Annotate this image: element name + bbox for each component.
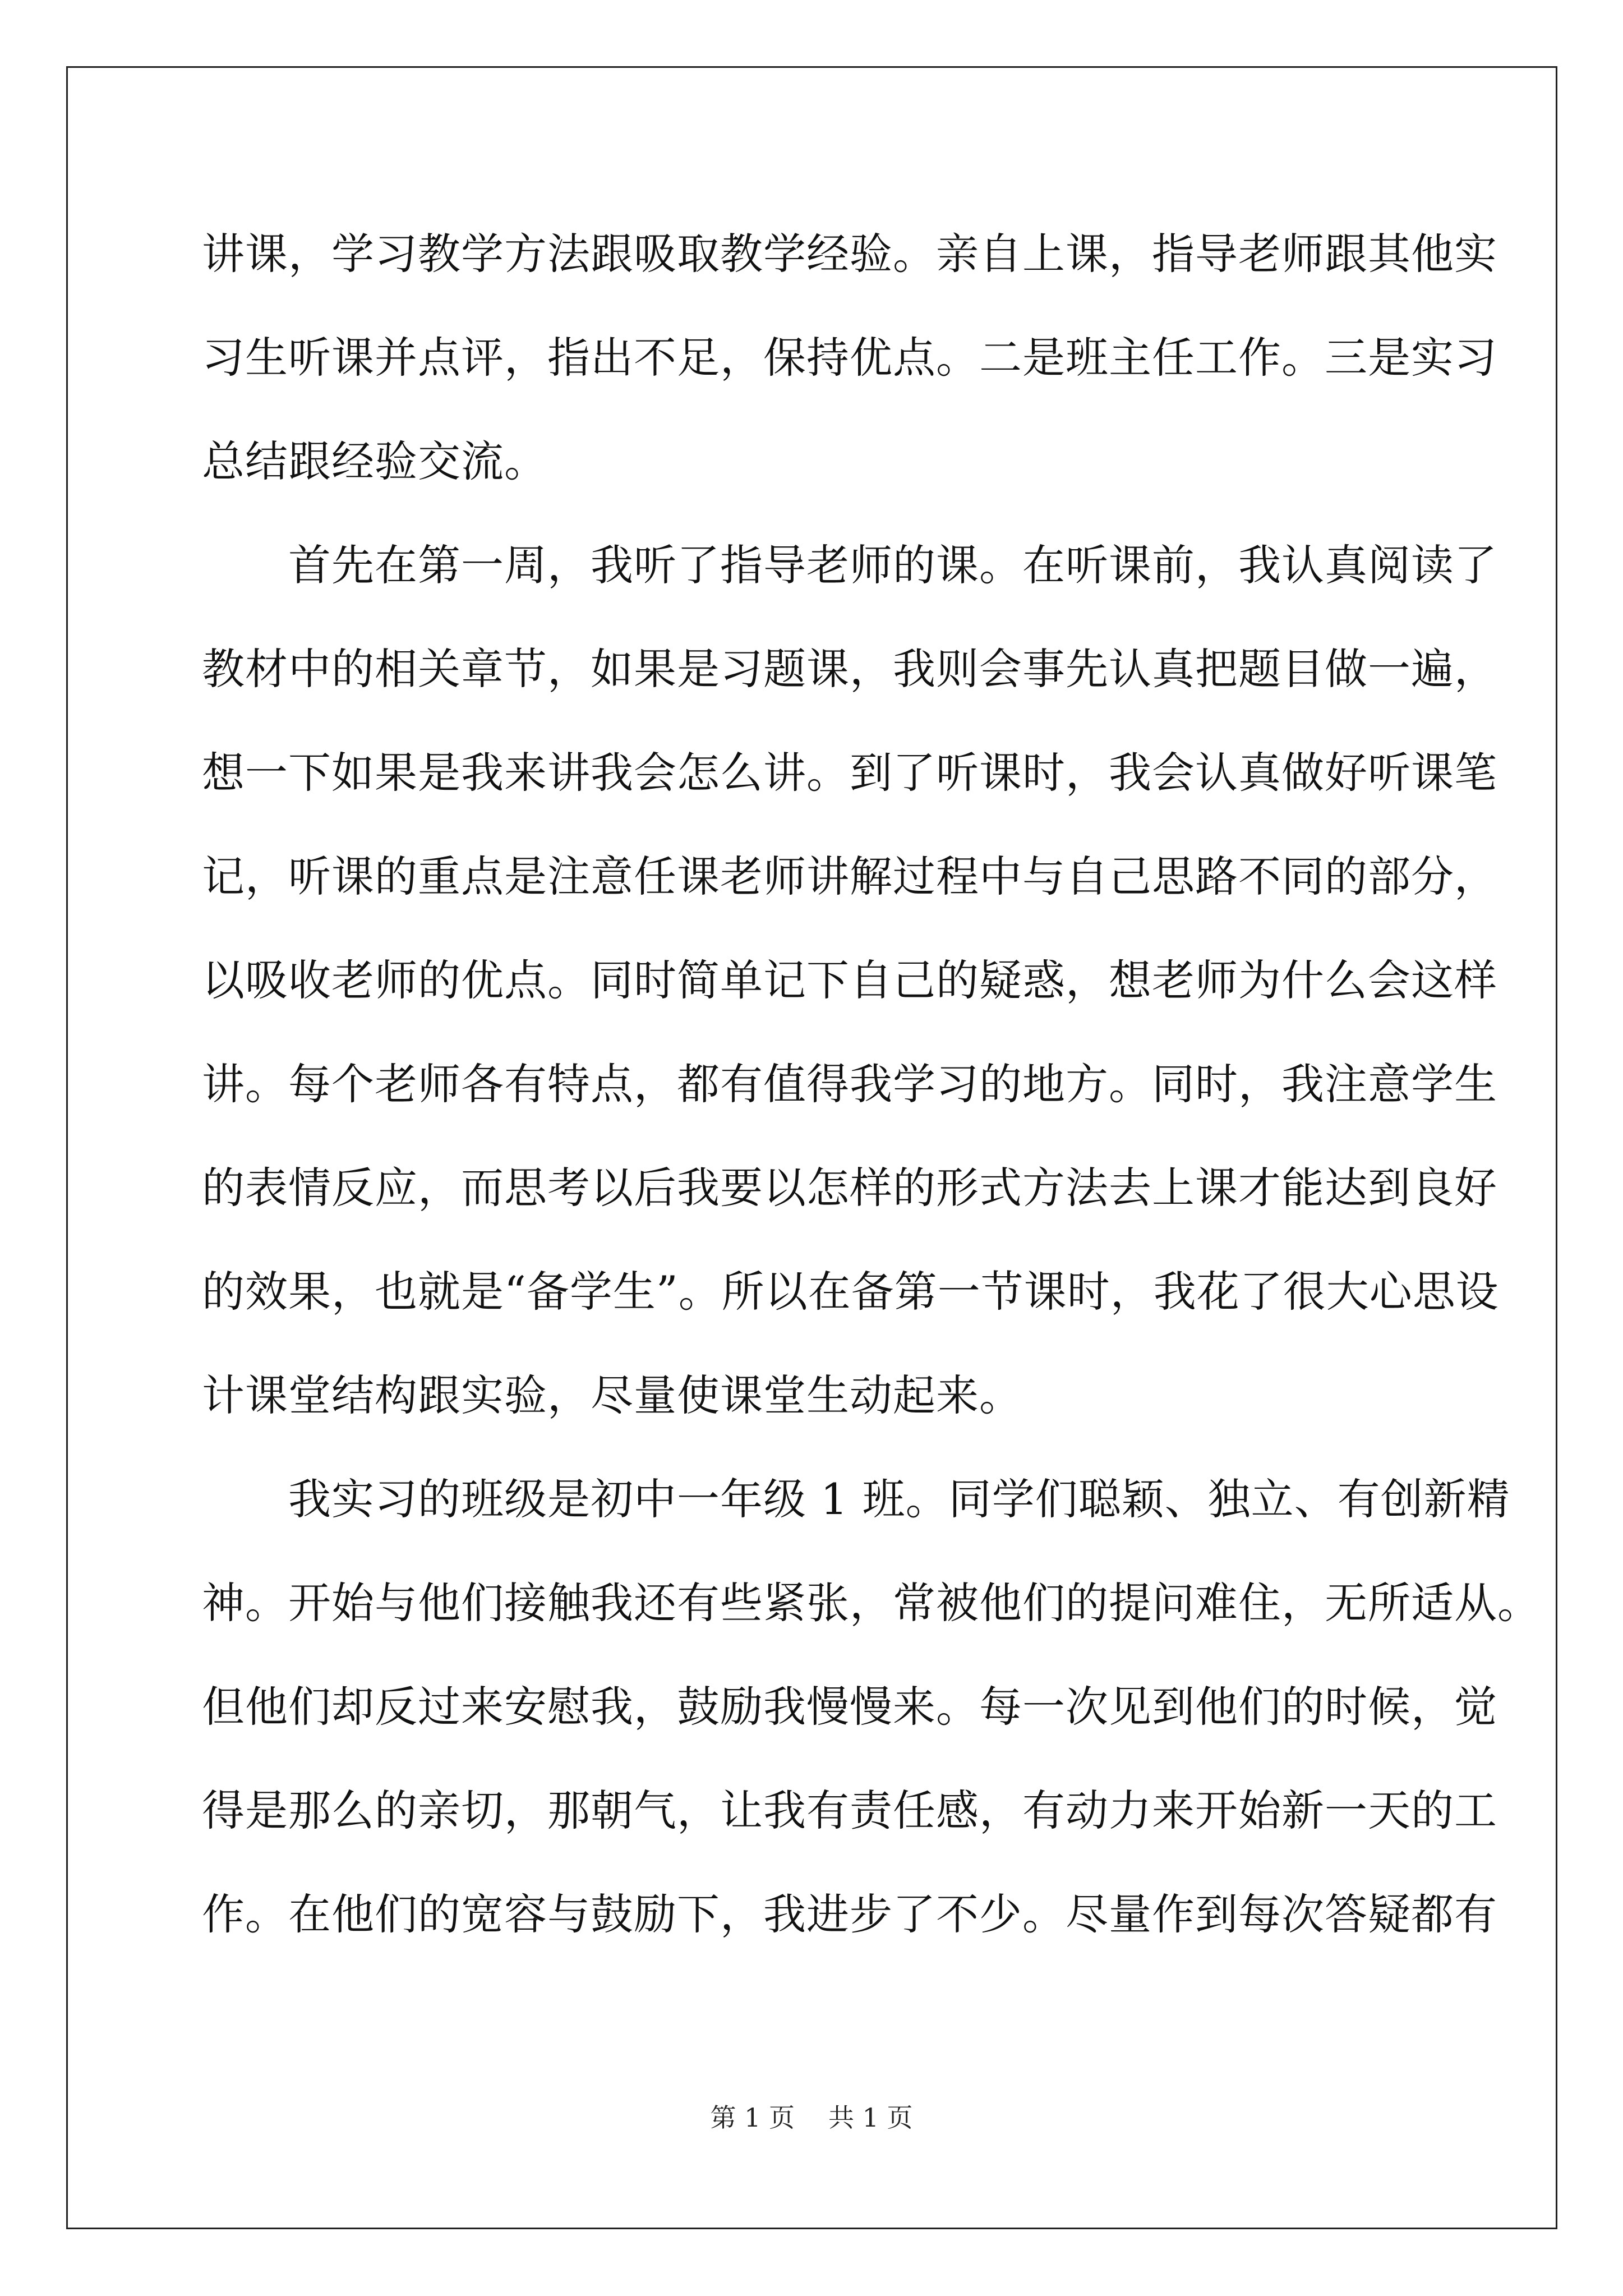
text-line: 我实习的班级是初中一年级 1 班。同学们聪颖、独立、有创新精 — [202, 1474, 1510, 1524]
page-number: 第 1 页 — [710, 2102, 795, 2133]
document-body — [202, 202, 1541, 1966]
text-line: 得是那么的亲切，那朝气，让我有责任感，有动力来开始新一天的工 — [202, 1786, 1497, 1835]
text-line: 的表情反应，而思考以后我要以怎样的形式方法去上课才能达到良好 — [202, 1163, 1497, 1213]
text-line: 以吸收老师的优点。同时简单记下自己的疑惑，想老师为什么会这样 — [202, 955, 1497, 1005]
page-footer — [0, 2101, 1623, 2134]
text-line: 总结跟经验交流。 — [202, 436, 547, 486]
text-line: 讲。每个老师各有特点，都有值得我学习的地方。同时，我注意学生 — [202, 1059, 1497, 1109]
text-line: 计课堂结构跟实验，尽量使课堂生动起来。 — [202, 1370, 1022, 1420]
text-line: 讲课，学习教学方法跟吸取教学经验。亲自上课，指导老师跟其他实 — [202, 229, 1497, 279]
text-line: 教材中的相关章节，如果是习题课，我则会事先认真把题目做一遍， — [202, 644, 1497, 694]
text-line: 记，听课的重点是注意任课老师讲解过程中与自己思路不同的部分， — [202, 852, 1497, 901]
text-line: 首先在第一周，我听了指导老师的课。在听课前，我认真阅读了 — [202, 540, 1497, 590]
text-line: 的效果，也就是“备学生”。所以在备第一节课时，我花了很大心思设 — [202, 1267, 1499, 1317]
text-line: 但他们却反过来安慰我，鼓励我慢慢来。每一次见到他们的时候，觉 — [202, 1682, 1497, 1732]
page-total: 共 1 页 — [828, 2102, 913, 2133]
text-line: 习生听课并点评，指出不足，保持优点。二是班主任工作。三是实习 — [202, 333, 1497, 383]
text-line: 想一下如果是我来讲我会怎么讲。到了听课时，我会认真做好听课笔 — [202, 748, 1497, 798]
text-line: 作。在他们的宽容与鼓励下，我进步了不少。尽量作到每次答疑都有 — [202, 1889, 1497, 1939]
text-line: 神。开始与他们接触我还有些紧张，常被他们的提问难住，无所适从。 — [202, 1578, 1541, 1628]
